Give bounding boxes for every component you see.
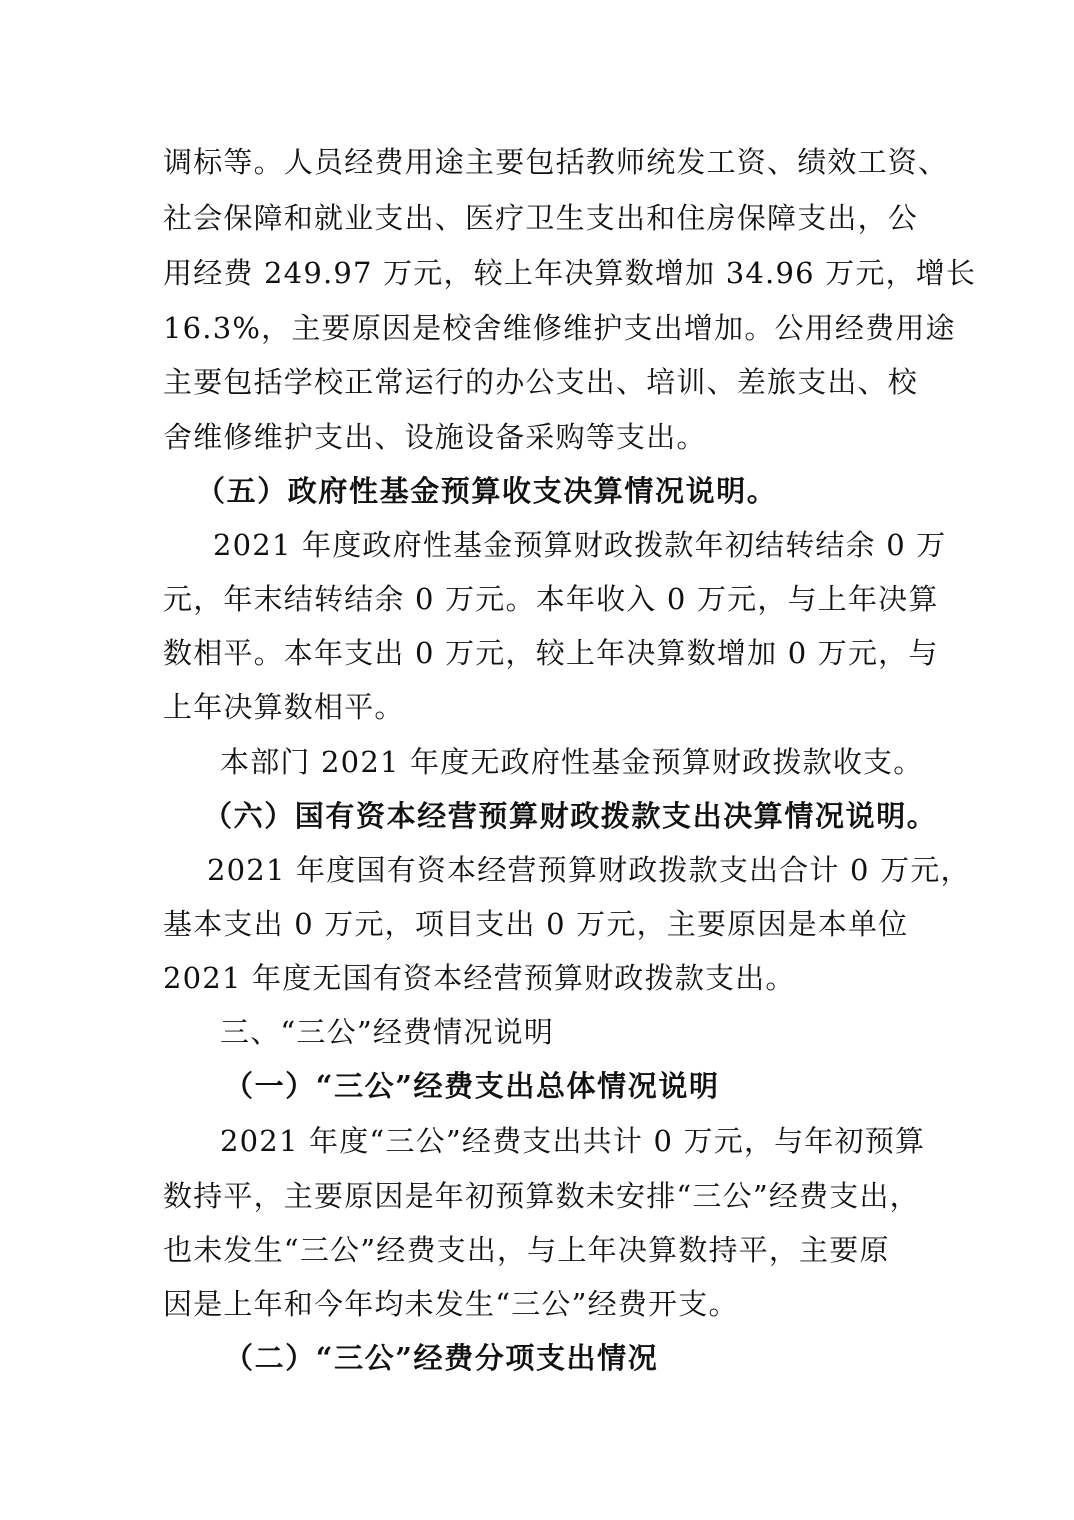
paragraph-line: 2021 年度政府性基金预算财政拨款年初结转结余 0 万 <box>213 528 947 562</box>
section-heading-5: （五）政府性基金预算收支决算情况说明。 <box>196 474 778 508</box>
paragraph-line: 调标等。人员经费用途主要包括教师统发工资、绩效工资、 <box>163 145 949 179</box>
paragraph-line: 2021 年度无国有资本经营预算财政拨款支出。 <box>163 961 796 995</box>
paragraph-line: 本部门 2021 年度无政府性基金预算财政拨款收支。 <box>220 745 924 779</box>
paragraph-line: 基本支出 0 万元，项目支出 0 万元，主要原因是本单位 <box>163 907 909 941</box>
paragraph-line: 2021 年度国有资本经营预算财政拨款支出合计 0 万元， <box>207 853 971 887</box>
paragraph-line: 2021 年度“三公”经费支出共计 0 万元，与年初预算 <box>220 1124 926 1158</box>
paragraph-line: 舍维修维护支出、设施设备采购等支出。 <box>163 420 707 454</box>
paragraph-line: 上年决算数相平。 <box>163 690 405 724</box>
paragraph-line: 也未发生“三公”经费支出，与上年决算数持平，主要原 <box>163 1233 890 1267</box>
paragraph-line: 16.3%，主要原因是校舍维修维护支出增加。公用经费用途 <box>163 311 956 345</box>
paragraph-line: 用经费 249.97 万元，较上年决算数增加 34.96 万元，增长 <box>163 256 977 290</box>
paragraph-line: 主要包括学校正常运行的办公支出、培训、差旅支出、校 <box>163 365 919 399</box>
section-heading-2: （二）“三公”经费分项支出情况 <box>224 1341 659 1375</box>
paragraph-line: 因是上年和今年均未发生“三公”经费开支。 <box>163 1287 739 1321</box>
section-heading-6: （六）国有资本经营预算财政拨款支出决算情况说明。 <box>203 799 938 833</box>
paragraph-line: 元，年末结转结余 0 万元。本年收入 0 万元，与上年决算 <box>163 582 939 616</box>
paragraph-line: 数相平。本年支出 0 万元，较上年决算数增加 0 万元，与 <box>163 636 939 670</box>
paragraph-line: 社会保障和就业支出、医疗卫生支出和住房保障支出，公 <box>163 201 919 235</box>
paragraph-line: 数持平，主要原因是年初预算数未安排“三公”经费支出， <box>163 1179 920 1213</box>
section-heading-1: （一）“三公”经费支出总体情况说明 <box>224 1069 720 1103</box>
chapter-heading-3: 三、“三公”经费情况说明 <box>220 1015 555 1049</box>
